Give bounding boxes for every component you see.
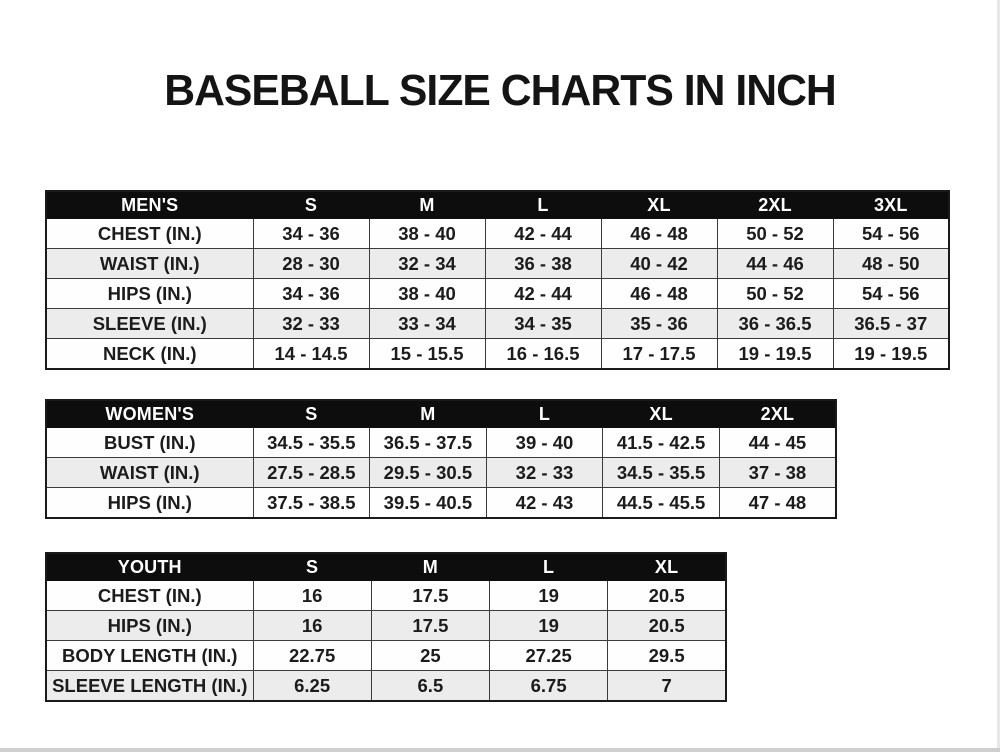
mens-group-header: MEN'S: [46, 191, 253, 219]
measurement-label-cell: BODY LENGTH (IN.): [46, 641, 253, 671]
size-value-cell: 16: [253, 581, 371, 611]
size-value-cell: 15 - 15.5: [369, 339, 485, 370]
size-value-cell: 20.5: [608, 581, 726, 611]
table-row: [46, 581, 726, 611]
size-value-cell: 19 - 19.5: [717, 339, 833, 370]
size-value-cell: 48 - 50: [833, 249, 949, 279]
size-column-header: XL: [601, 191, 717, 219]
womens-table: [45, 399, 837, 519]
size-value-cell: 39.5 - 40.5: [370, 488, 487, 519]
table-row: [46, 488, 836, 519]
size-value-cell: 34.5 - 35.5: [603, 458, 720, 488]
size-value-cell: 34 - 36: [253, 219, 369, 249]
measurement-label-cell: CHEST (IN.): [46, 581, 253, 611]
header-row: [46, 553, 726, 581]
measurement-label-cell: SLEEVE LENGTH (IN.): [46, 671, 253, 702]
size-value-cell: 50 - 52: [717, 219, 833, 249]
measurement-label-cell: BUST (IN.): [46, 428, 253, 458]
mens-table: [45, 190, 950, 370]
size-value-cell: 6.75: [490, 671, 608, 702]
measurement-label-cell: WAIST (IN.): [46, 458, 253, 488]
table-row: [46, 458, 836, 488]
size-column-header: 2XL: [719, 400, 836, 428]
size-value-cell: 54 - 56: [833, 219, 949, 249]
size-column-header: XL: [608, 553, 726, 581]
size-value-cell: 40 - 42: [601, 249, 717, 279]
table-row: [46, 428, 836, 458]
measurement-label-cell: HIPS (IN.): [46, 279, 253, 309]
size-value-cell: 44.5 - 45.5: [603, 488, 720, 519]
mens-size-chart: [45, 190, 950, 370]
womens-size-chart: [45, 399, 837, 519]
size-value-cell: 28 - 30: [253, 249, 369, 279]
table-row: [46, 611, 726, 641]
youth-table: [45, 552, 727, 702]
size-column-header: S: [253, 553, 371, 581]
size-value-cell: 25: [371, 641, 489, 671]
scan-edge-artifact-bottom: [0, 748, 1000, 752]
measurement-label-cell: SLEEVE (IN.): [46, 309, 253, 339]
measurement-label-cell: WAIST (IN.): [46, 249, 253, 279]
size-column-header: S: [253, 191, 369, 219]
size-column-header: M: [369, 191, 485, 219]
size-column-header: XL: [603, 400, 720, 428]
size-value-cell: 36.5 - 37: [833, 309, 949, 339]
size-column-header: S: [253, 400, 370, 428]
size-value-cell: 27.25: [490, 641, 608, 671]
table-row: [46, 219, 949, 249]
size-value-cell: 34 - 35: [485, 309, 601, 339]
table-row: [46, 339, 949, 370]
size-value-cell: 32 - 33: [253, 309, 369, 339]
size-value-cell: 17.5: [371, 611, 489, 641]
size-value-cell: 19: [490, 611, 608, 641]
table-row: [46, 671, 726, 702]
header-row: [46, 400, 836, 428]
size-value-cell: 36 - 38: [485, 249, 601, 279]
page-title: BASEBALL SIZE CHARTS IN INCH: [164, 66, 836, 115]
size-value-cell: 42 - 44: [485, 219, 601, 249]
size-value-cell: 46 - 48: [601, 219, 717, 249]
size-value-cell: 34 - 36: [253, 279, 369, 309]
size-value-cell: 27.5 - 28.5: [253, 458, 370, 488]
size-value-cell: 17.5: [371, 581, 489, 611]
size-column-header: L: [486, 400, 603, 428]
size-value-cell: 37.5 - 38.5: [253, 488, 370, 519]
size-value-cell: 47 - 48: [719, 488, 836, 519]
youth-group-header: YOUTH: [46, 553, 253, 581]
size-value-cell: 36.5 - 37.5: [370, 428, 487, 458]
size-value-cell: 22.75: [253, 641, 371, 671]
table-row: [46, 641, 726, 671]
measurement-label-cell: CHEST (IN.): [46, 219, 253, 249]
womens-group-header: WOMEN'S: [46, 400, 253, 428]
size-value-cell: 35 - 36: [601, 309, 717, 339]
size-value-cell: 19: [490, 581, 608, 611]
size-value-cell: 29.5: [608, 641, 726, 671]
size-value-cell: 46 - 48: [601, 279, 717, 309]
size-column-header: L: [485, 191, 601, 219]
size-value-cell: 14 - 14.5: [253, 339, 369, 370]
size-value-cell: 19 - 19.5: [833, 339, 949, 370]
size-value-cell: 20.5: [608, 611, 726, 641]
size-value-cell: 50 - 52: [717, 279, 833, 309]
table-row: [46, 279, 949, 309]
size-value-cell: 36 - 36.5: [717, 309, 833, 339]
size-value-cell: 38 - 40: [369, 219, 485, 249]
table-row: [46, 249, 949, 279]
size-column-header: 2XL: [717, 191, 833, 219]
size-value-cell: 42 - 43: [486, 488, 603, 519]
size-value-cell: 32 - 33: [486, 458, 603, 488]
size-value-cell: 41.5 - 42.5: [603, 428, 720, 458]
size-value-cell: 16: [253, 611, 371, 641]
size-value-cell: 6.25: [253, 671, 371, 702]
size-value-cell: 16 - 16.5: [485, 339, 601, 370]
size-value-cell: 39 - 40: [486, 428, 603, 458]
size-value-cell: 54 - 56: [833, 279, 949, 309]
size-column-header: M: [371, 553, 489, 581]
size-value-cell: 44 - 45: [719, 428, 836, 458]
measurement-label-cell: HIPS (IN.): [46, 488, 253, 519]
size-column-header: L: [490, 553, 608, 581]
size-column-header: M: [370, 400, 487, 428]
size-value-cell: 34.5 - 35.5: [253, 428, 370, 458]
size-value-cell: 32 - 34: [369, 249, 485, 279]
size-column-header: 3XL: [833, 191, 949, 219]
size-value-cell: 6.5: [371, 671, 489, 702]
size-value-cell: 44 - 46: [717, 249, 833, 279]
table-row: [46, 309, 949, 339]
size-value-cell: 38 - 40: [369, 279, 485, 309]
measurement-label-cell: HIPS (IN.): [46, 611, 253, 641]
measurement-label-cell: NECK (IN.): [46, 339, 253, 370]
youth-size-chart: [45, 552, 727, 702]
size-value-cell: 17 - 17.5: [601, 339, 717, 370]
size-value-cell: 7: [608, 671, 726, 702]
size-value-cell: 33 - 34: [369, 309, 485, 339]
header-row: [46, 191, 949, 219]
size-value-cell: 29.5 - 30.5: [370, 458, 487, 488]
size-value-cell: 42 - 44: [485, 279, 601, 309]
size-value-cell: 37 - 38: [719, 458, 836, 488]
